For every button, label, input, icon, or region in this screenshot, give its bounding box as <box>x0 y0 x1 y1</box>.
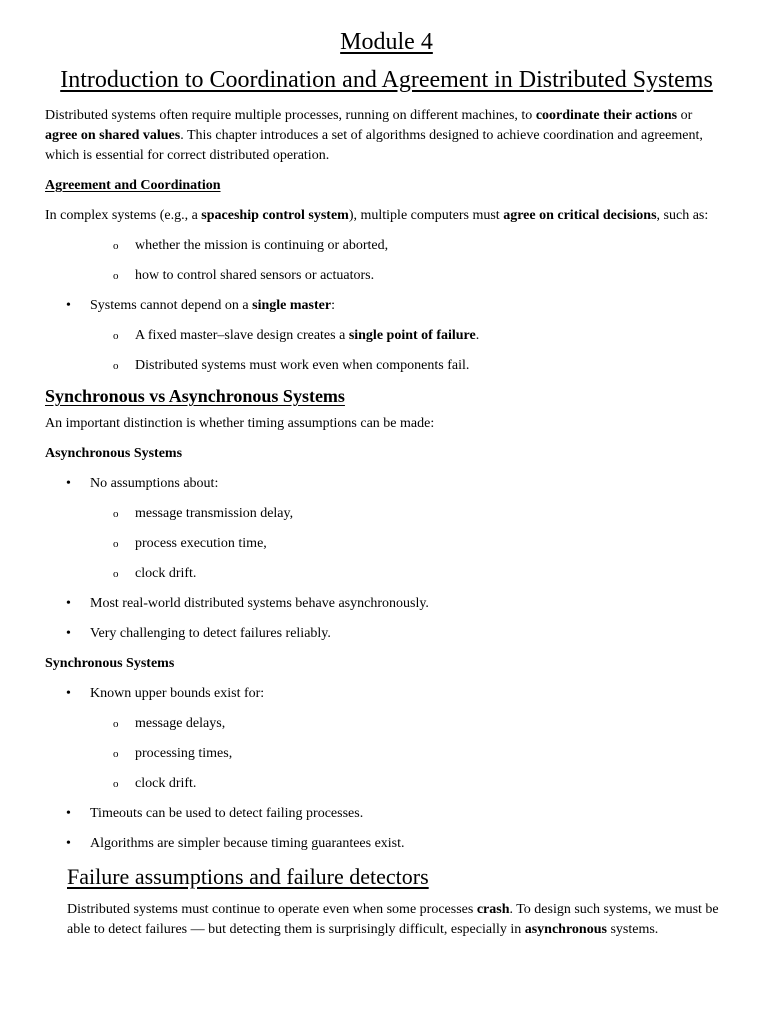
sync-more-list <box>45 804 728 854</box>
list-item <box>45 714 728 734</box>
agreement-heading: Agreement and Coordination <box>45 178 221 193</box>
bold-text-run: single master <box>252 298 332 313</box>
list-item <box>45 684 728 704</box>
circle-bullet-marker: o <box>113 538 119 550</box>
circle-bullet-marker: o <box>113 270 119 282</box>
list-item-text: Most real-world distributed systems behave asynchronously. <box>90 596 429 611</box>
text-run: . This chapter introduces a set of algorithms designed to achieve coordination and agreement, which is essential for correct distributed operation. <box>45 128 703 163</box>
list-item-text: No assumptions about: <box>90 476 219 491</box>
list-item-text <box>135 358 469 373</box>
circle-bullet-marker: o <box>113 718 119 730</box>
sync-section-heading: Synchronous vs Asynchronous Systems <box>45 386 345 406</box>
circle-bullet-marker: o <box>113 568 119 580</box>
list-item <box>45 534 728 554</box>
list-item-text: message transmission delay, <box>135 506 294 521</box>
bullet-marker: • <box>66 298 71 313</box>
module-title: Module 4 <box>340 29 433 55</box>
list-item-text: clock drift. <box>135 566 197 581</box>
list-item-text <box>135 328 479 343</box>
bullet-marker: • <box>66 626 71 641</box>
sync-heading: Synchronous Systems <box>45 656 175 671</box>
master-points-list <box>45 326 728 376</box>
text-run: : <box>331 298 335 313</box>
async-sub-list <box>45 504 728 584</box>
master-list <box>45 296 728 316</box>
text-run: whether the mission is continuing or aborted, <box>135 238 389 253</box>
list-item-text: Timeouts can be used to detect failing processes. <box>90 806 364 821</box>
list-item-text: message delays, <box>135 716 226 731</box>
bold-text-run: crash <box>476 902 510 917</box>
sync-sub-list <box>45 714 728 794</box>
bold-text-run: asynchronous <box>524 922 607 937</box>
sync-intro-paragraph: An important distinction is whether timing assumptions can be made: <box>45 416 435 431</box>
bullet-marker: • <box>66 806 71 821</box>
list-item-text: Known upper bounds exist for: <box>90 686 265 701</box>
circle-bullet-marker: o <box>113 240 119 252</box>
bold-text-run: spaceship control system <box>201 208 349 223</box>
list-item-text: processing times, <box>135 746 233 761</box>
failure-paragraph <box>67 900 728 940</box>
list-item <box>45 266 728 286</box>
list-item-text <box>90 298 335 313</box>
list-item <box>45 356 728 376</box>
circle-bullet-marker: o <box>113 778 119 790</box>
bold-text-run: agree on shared values <box>45 128 181 143</box>
text-run: . <box>475 328 480 343</box>
list-item <box>45 624 728 644</box>
list-item <box>45 564 728 584</box>
list-item <box>45 504 728 524</box>
bold-text-run: agree on critical decisions <box>503 208 657 223</box>
text-run: A fixed master–slave design creates a <box>135 328 349 343</box>
list-item <box>45 744 728 764</box>
async-more-list <box>45 594 728 644</box>
text-run: Distributed systems must work even when components fail. <box>135 358 470 373</box>
list-item <box>45 296 728 316</box>
text-run: or <box>677 108 693 123</box>
list-item <box>45 804 728 824</box>
text-run: Distributed systems must continue to operate even when some processes <box>67 902 477 917</box>
async-heading: Asynchronous Systems <box>45 446 183 461</box>
bullet-marker: • <box>66 686 71 701</box>
text-run: Systems cannot depend on a <box>90 298 253 313</box>
text-run: systems. <box>606 922 659 937</box>
list-item <box>45 326 728 346</box>
text-run: , such as: <box>656 208 709 223</box>
agreement-paragraph <box>45 206 728 226</box>
list-item-text: Very challenging to detect failures reliably. <box>90 626 331 641</box>
list-item-text <box>135 268 374 283</box>
async-list <box>45 474 728 494</box>
bullet-marker: • <box>66 476 71 491</box>
list-item <box>45 474 728 494</box>
text-run: . To design such systems, we must be able to detect failures — but detecting them is surprisingly difficult, especially in <box>67 902 719 937</box>
text-run: Distributed systems often require multiple processes, running on different machines, to <box>45 108 536 123</box>
bold-text-run: coordinate their actions <box>535 108 678 123</box>
list-item <box>45 236 728 256</box>
list-item <box>45 774 728 794</box>
bullet-marker: • <box>66 836 71 851</box>
text-run: ), multiple computers must <box>348 208 504 223</box>
list-item-text: Algorithms are simpler because timing guarantees exist. <box>90 836 405 851</box>
failure-section-heading: Failure assumptions and failure detectors <box>67 864 429 889</box>
circle-bullet-marker: o <box>113 360 119 372</box>
intro-paragraph <box>45 106 728 166</box>
list-item-text <box>135 238 388 253</box>
agreement-examples-list <box>45 236 728 286</box>
text-run: In complex systems (e.g., a <box>45 208 202 223</box>
circle-bullet-marker: o <box>113 508 119 520</box>
bold-text-run: single point of failure <box>348 328 476 343</box>
list-item <box>45 834 728 854</box>
text-run: how to control shared sensors or actuators. <box>135 268 375 283</box>
circle-bullet-marker: o <box>113 748 119 760</box>
bullet-marker: • <box>66 596 71 611</box>
sync-list <box>45 684 728 704</box>
main-title: Introduction to Coordination and Agreement in Distributed Systems <box>60 67 713 93</box>
list-item <box>45 594 728 614</box>
list-item-text: clock drift. <box>135 776 197 791</box>
list-item-text: process execution time, <box>135 536 267 551</box>
circle-bullet-marker: o <box>113 330 119 342</box>
